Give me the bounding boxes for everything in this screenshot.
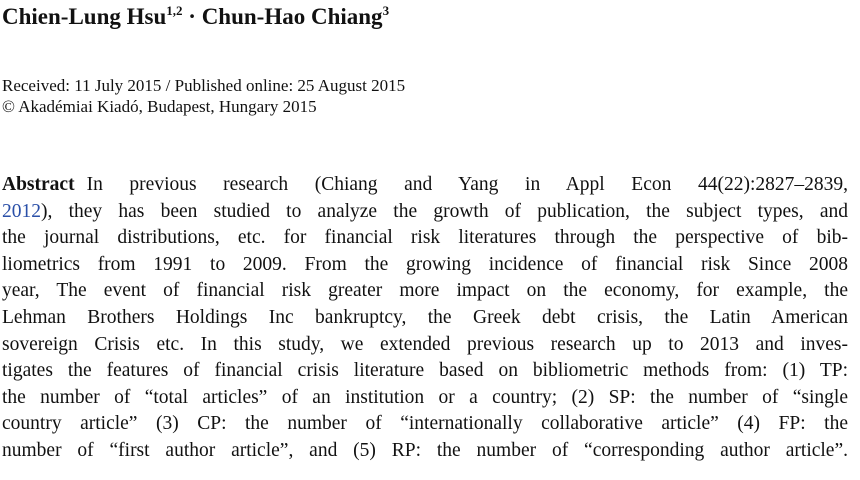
abstract-text: ), they has been studied to analyze the growth of publication, the subject types, and bbox=[41, 200, 848, 222]
abstract-heading: Abstract bbox=[2, 174, 75, 195]
abstract-line-3: the journal distributions, etc. for financial risk literatures through the perspective of bib- bbox=[2, 227, 848, 249]
abstract-line-11: number of “first author article”, and (5) RP: the number of “corresponding author article”. bbox=[2, 439, 848, 461]
abstract-line-6: Lehman Brothers Holdings Inc bankruptcy, the Greek debt crisis, the Latin American bbox=[2, 306, 848, 328]
abstract-section bbox=[2, 172, 848, 465]
abstract-line-4: liometrics from 1991 to 2009. From the growing incidence of financial risk Since 2008 bbox=[2, 253, 848, 275]
author-line bbox=[2, 3, 389, 30]
publication-meta bbox=[2, 75, 405, 117]
copyright-notice: © Akadémiai Kiadó, Budapest, Hungary 2015 bbox=[2, 97, 317, 116]
abstract-text: In previous research (Chiang and Yang in Appl Econ 44(22):2827–2839, bbox=[86, 174, 848, 195]
abstract-line-7: sovereign Crisis etc. In this study, we extended previous research up to 2013 and inves- bbox=[2, 333, 848, 355]
abstract-line-10: country article” (3) CP: the number of “internationally collaborative article” (4) FP: the bbox=[2, 413, 848, 435]
abstract-line-9: the number of “total articles” of an institution or a country; (2) SP: the number of “single bbox=[2, 386, 848, 408]
author-separator: · bbox=[182, 4, 202, 29]
received-published-dates: Received: 11 July 2015 / Published online: 25 August 2015 bbox=[2, 76, 406, 95]
abstract-line-8: tigates the features of financial crisis literature based on bibliometric methods from: (1) TP: bbox=[2, 360, 848, 382]
abstract-line-2 bbox=[2, 199, 848, 226]
abstract-line-1 bbox=[2, 172, 848, 199]
author-name-2: Chun-Hao Chiang bbox=[201, 4, 383, 29]
citation-link[interactable]: 2012 bbox=[2, 200, 41, 222]
author-affiliation-2: 3 bbox=[382, 3, 390, 18]
author-affiliation-1: 1,2 bbox=[166, 3, 183, 18]
author-name-1: Chien-Lung Hsu bbox=[2, 4, 167, 29]
abstract-line-5: year, The event of financial risk greater more impact on the economy, for example, the bbox=[2, 280, 848, 302]
